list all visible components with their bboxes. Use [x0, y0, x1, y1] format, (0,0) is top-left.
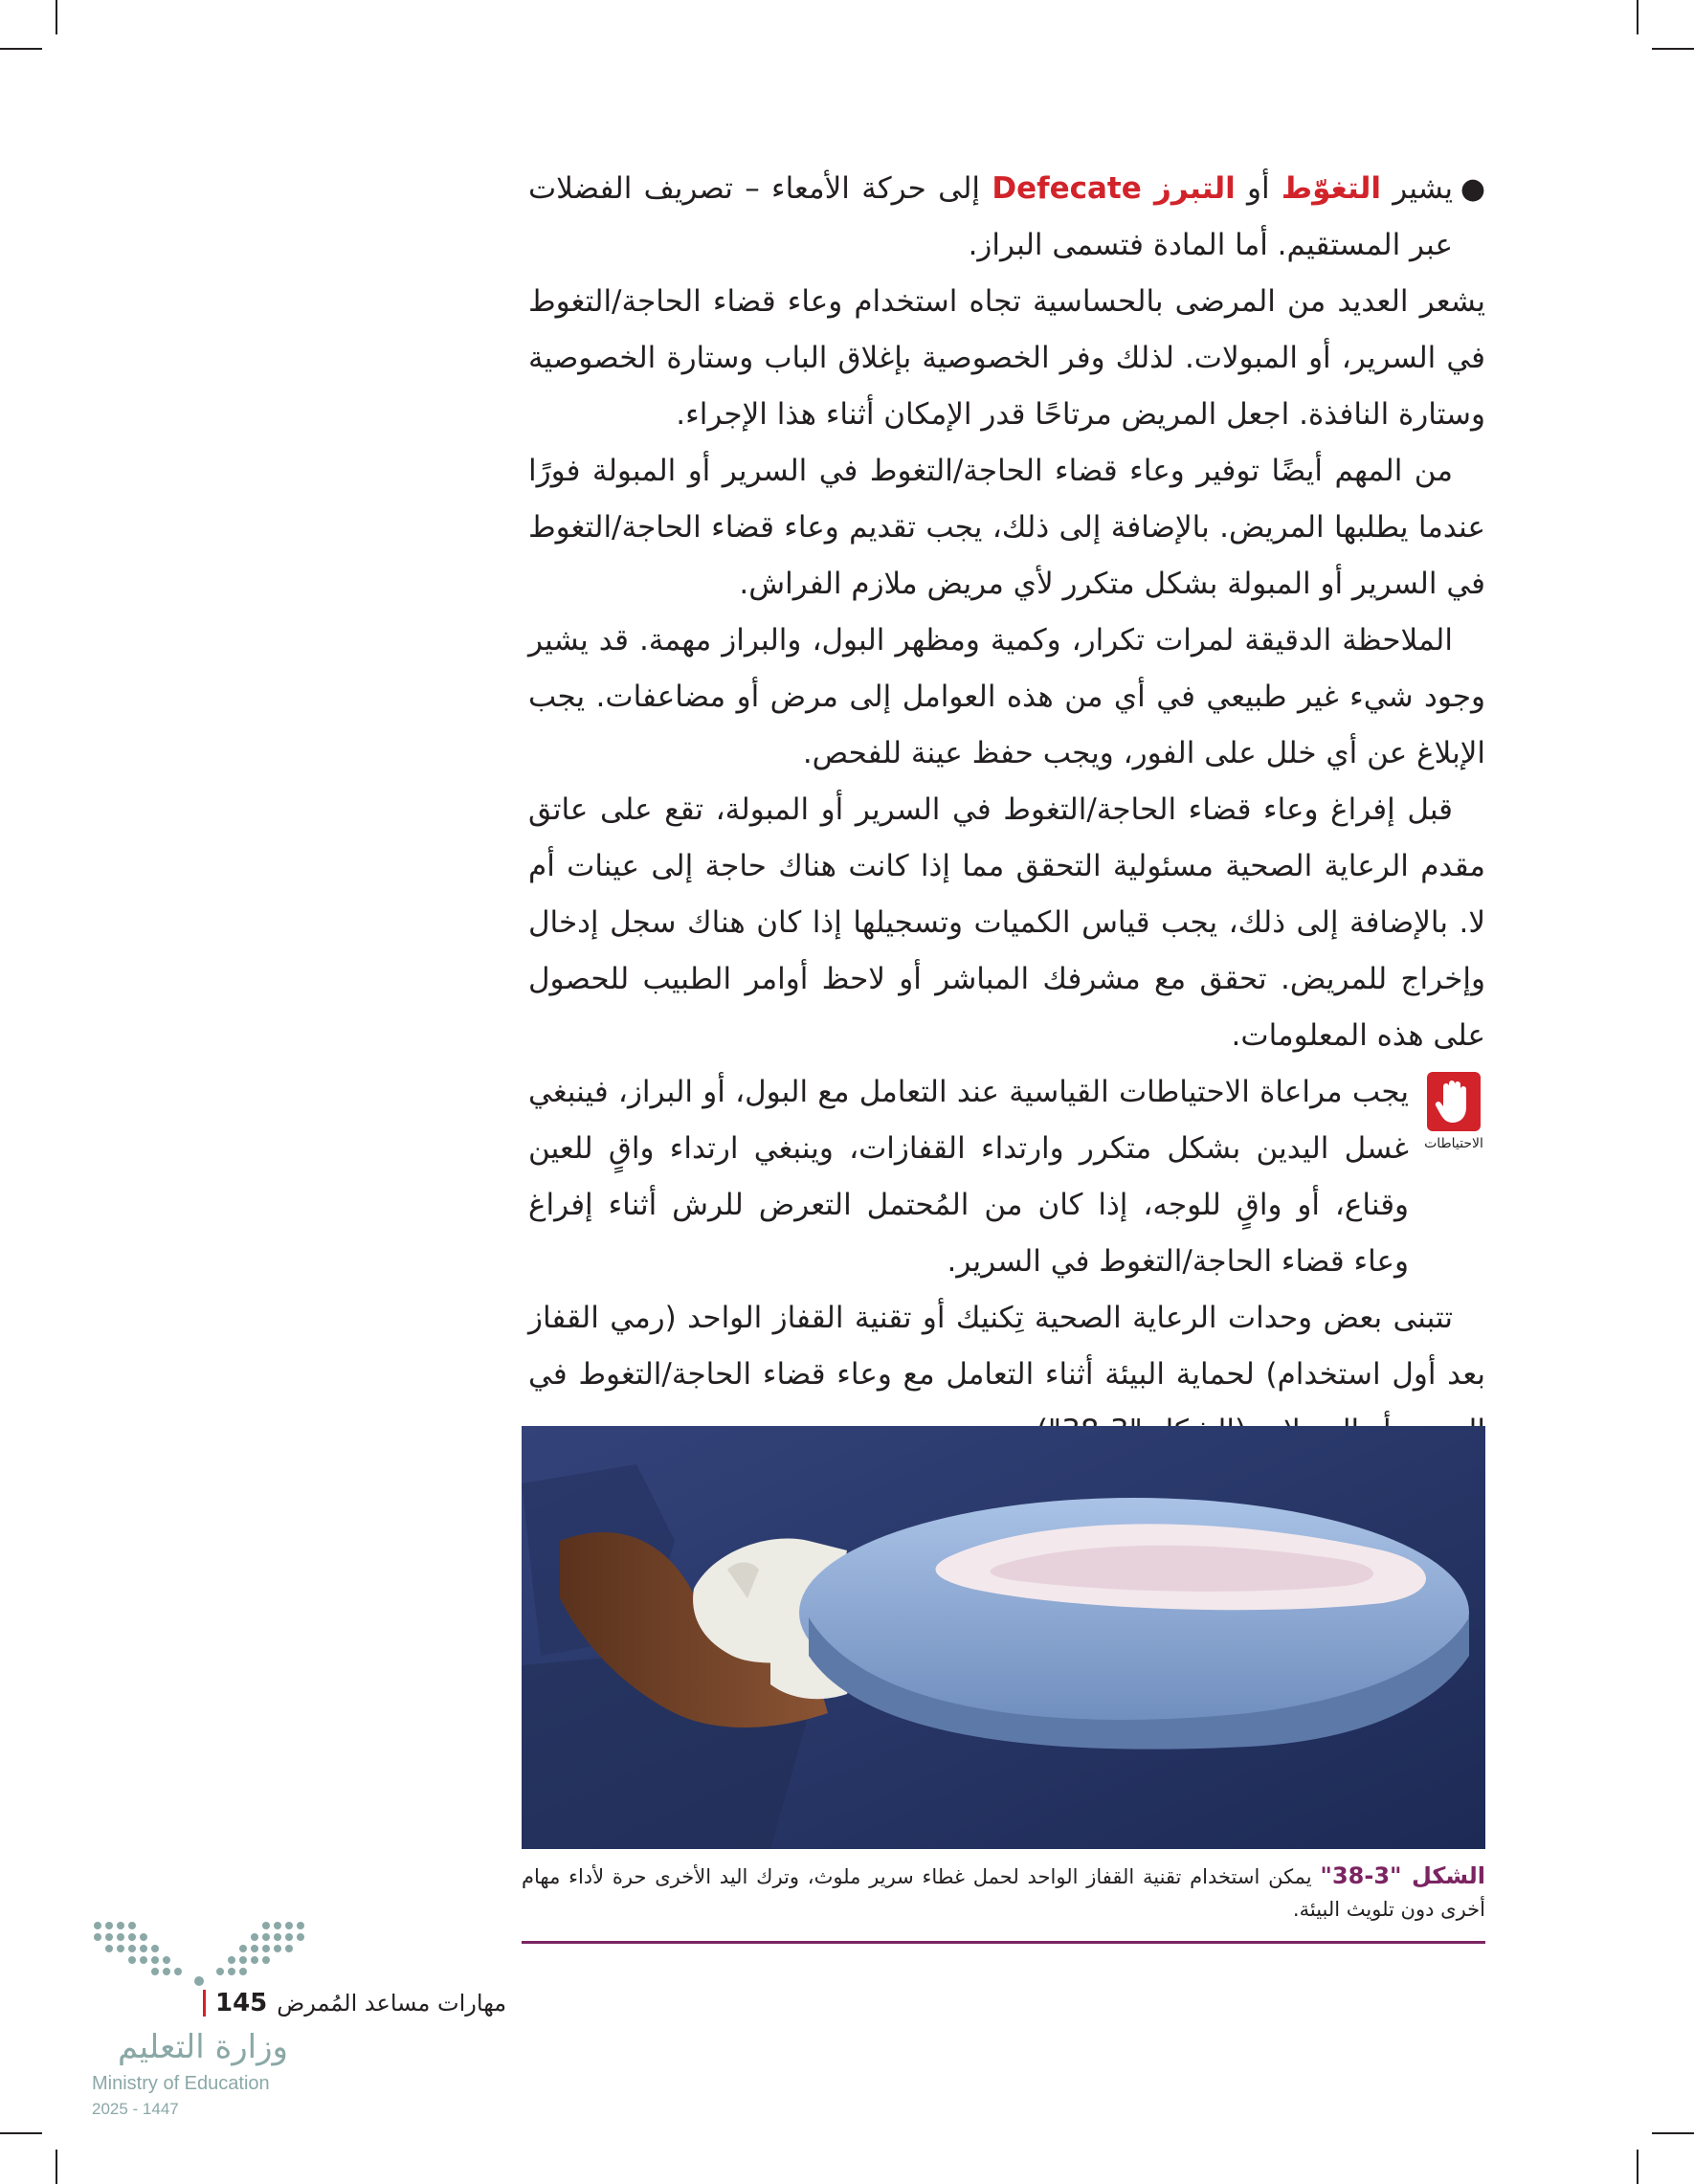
paragraph: قبل إفراغ وعاء قضاء الحاجة/التغوط في السرير أو المبولة، تقع على عاتق مقدم الرعاية الصحية مسئولية التحقق مما إذا كانت هناك حاجة إلى عينات أم لا. بالإضافة إلى ذلك، يجب قياس الكميات وتسجيلها إذا كان هناك سجل إدخال وإخراج للمريض. تحقق مع مشرفك المباشر أو لاحظ أوامر الطبيب للحصول على هذه المعلومات.: [528, 792, 1485, 1053]
book-title: مهارات مساعد المُمرض: [277, 1990, 507, 2017]
ministry-year: 2025 - 1447: [92, 2100, 179, 2118]
ministry-arabic: وزارة التعليم: [118, 2028, 288, 2066]
figure-caption-text: يمكن استخدام تقنية القفاز الواحد لحمل غطاء سرير ملوث، وترك اليد الأخرى حرة لأداء مهام أخرى دون تلويث البيئة.: [522, 1865, 1485, 1921]
page-number: 145: [215, 1989, 268, 2017]
figure-label: الشكل "3-38": [1320, 1862, 1485, 1889]
paragraph: تتبنى بعض وحدات الرعاية الصحية تِكنيك أو تقنية القفاز الواحد (رمي القفاز بعد أول استخدام) لحماية البيئة أثناء التعامل مع وعاء قضاء الحاجة/التغوط في: [528, 1301, 1485, 1392]
crop-mark: [1652, 2132, 1694, 2134]
crop-mark: [56, 0, 57, 34]
ministry-english: Ministry of Education: [92, 2073, 270, 2094]
caution-text: يجب مراعاة الاحتياطات القياسية عند التعامل مع البول، أو البراز، فينبغي غسل اليدين بشكل متكرر وارتداء القفازات، وينبغي ارتداء واقٍ للعين وقناع، أو واقٍ للوجه، إذا كان من المُحتمل التعرض للرش أثناء إفراغ وعاء قضاء الحاجة/التغوط في السرير.: [528, 1075, 1409, 1279]
bullet-icon: ●: [1460, 172, 1485, 206]
caution-badge: [1422, 1072, 1485, 1152]
crop-mark: [0, 48, 42, 50]
caution-label: الاحتياطات: [1424, 1136, 1483, 1151]
bullet-paragraph: [528, 161, 1485, 274]
paragraph: من المهم أيضًا توفير وعاء قضاء الحاجة/التغوط في السرير أو المبولة فورًا عندما يطلبها المريض. بالإضافة إلى ذلك، يجب تقديم وعاء قضاء الحاجة/التغوط في السرير أو المبولة بشكل متكرر لأي مريض ملازم الفراش.: [528, 454, 1485, 601]
term-defecate: التبرز Defecate: [992, 171, 1236, 206]
page-footer: [203, 1989, 506, 2017]
bullet-rest: إلى حركة الأمعاء – تصريف الفضلات عبر المستقيم. أما المادة فتسمى البراز.: [528, 171, 1453, 262]
hand-stop-icon: [1427, 1072, 1481, 1131]
paragraph: الملاحظة الدقيقة لمرات تكرار، وكمية ومظهر البول، والبراز مهمة. قد يشير وجود شيء غير طبيعي في أي من هذه العوامل إلى مرض أو مضاعفات. يجب الإبلاغ عن أي خلل على الفور، ويجب حفظ عينة للفحص.: [528, 623, 1485, 770]
term-defecation: التغوّط: [1281, 171, 1381, 206]
crop-mark: [1637, 0, 1638, 34]
bullet-prefix: يشير: [1380, 171, 1454, 206]
crop-mark: [1652, 48, 1694, 50]
crop-mark: [0, 2132, 42, 2134]
caution-box: [528, 1064, 1485, 1290]
footer-separator: [203, 1990, 206, 2017]
figure-photo: [522, 1426, 1485, 1849]
crop-mark: [1637, 2150, 1638, 2184]
paragraph: يشعر العديد من المرضى بالحساسية تجاه استخدام وعاء قضاء الحاجة/التغوط في السرير، أو المبولات. لذلك وفر الخصوصية بإغلاق الباب وستارة الخصوصية وستارة النافذة. اجعل المريض مرتاحًا قدر الإمكان أثناء هذا الإجراء.: [528, 284, 1485, 432]
bullet-connector: أو: [1235, 171, 1282, 206]
main-text: [528, 161, 1485, 1460]
figure-caption: [522, 1860, 1485, 1926]
crop-mark: [56, 2150, 57, 2184]
caption-rule: [522, 1941, 1485, 1944]
